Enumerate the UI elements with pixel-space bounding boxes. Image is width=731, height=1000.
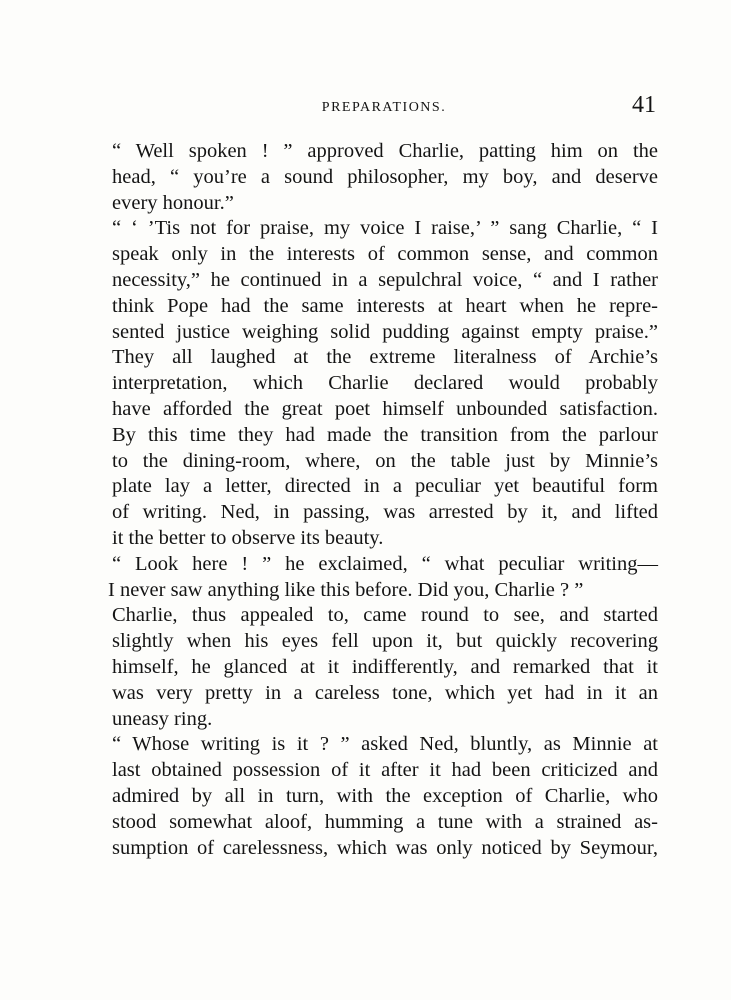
page-number: 41 [632,92,656,118]
running-head [112,92,656,126]
running-title: PREPARATIONS. [321,100,447,115]
paragraph-5 [112,603,658,732]
text-line: think Pope had the same interests at heart when he repre- [112,294,658,317]
text-line: every honour.” [112,191,234,214]
text-line: slightly when his eyes fell upon it, but quickly recovering [112,630,658,653]
text-line: of writing. Ned, in passing, was arrested by it, and lifted [112,501,658,524]
text-line: to the dining-room, where, on the table just by Minnie’s [112,449,658,472]
text-line: interpretation, which Charlie declared would probably [112,372,658,395]
text-line: it the better to observe its beauty. [112,526,384,549]
text-line: sumption of carelessness, which was only noticed by Seymour, [112,836,658,859]
text-line: was very pretty in a careless tone, which yet had in it an [112,681,658,704]
paragraph-2 [112,216,658,345]
text-line: have afforded the great poet himself unbounded satisfaction. [112,397,658,420]
text-line: head, “ you’re a sound philosopher, my boy, and deserve [112,165,658,188]
text-line: last obtained possession of it after it had been criticized and [112,759,658,782]
body-text [108,139,658,861]
paragraph-1 [112,139,658,216]
paragraph-3 [112,345,658,551]
text-line: “ Whose writing is it ? ” asked Ned, bluntly, as Minnie at [112,733,658,756]
paragraph-4 [108,552,658,604]
text-line: “ Look here ! ” he exclaimed, “ what peculiar writing— [112,552,658,575]
text-line: Charlie, thus appealed to, came round to see, and started [112,604,658,627]
text-line: By this time they had made the transition from the parlour [112,423,658,446]
text-line: himself, he glanced at it indifferently, and remarked that it [112,655,658,678]
text-line: I never saw anything like this before. Did you, Charlie ? ” [108,578,584,601]
text-line: uneasy ring. [112,707,213,730]
text-line: stood somewhat aloof, humming a tune with a strained as- [112,810,658,833]
text-line: necessity,” he continued in a sepulchral voice, “ and I rather [112,268,658,291]
paragraph-6 [112,732,658,861]
text-line: speak only in the interests of common sense, and common [112,243,658,266]
text-line: sented justice weighing solid pudding against empty praise.” [112,320,658,343]
text-line: “ Well spoken ! ” approved Charlie, patting him on the [112,140,658,162]
text-line: plate lay a letter, directed in a peculiar yet beautiful form [112,475,658,498]
text-line: “ ‘ ’Tis not for praise, my voice I raise,’ ” sang Charlie, “ I [112,217,658,240]
text-line: admired by all in turn, with the exception of Charlie, who [112,784,658,807]
text-line: They all laughed at the extreme literalness of Archie’s [112,346,658,369]
